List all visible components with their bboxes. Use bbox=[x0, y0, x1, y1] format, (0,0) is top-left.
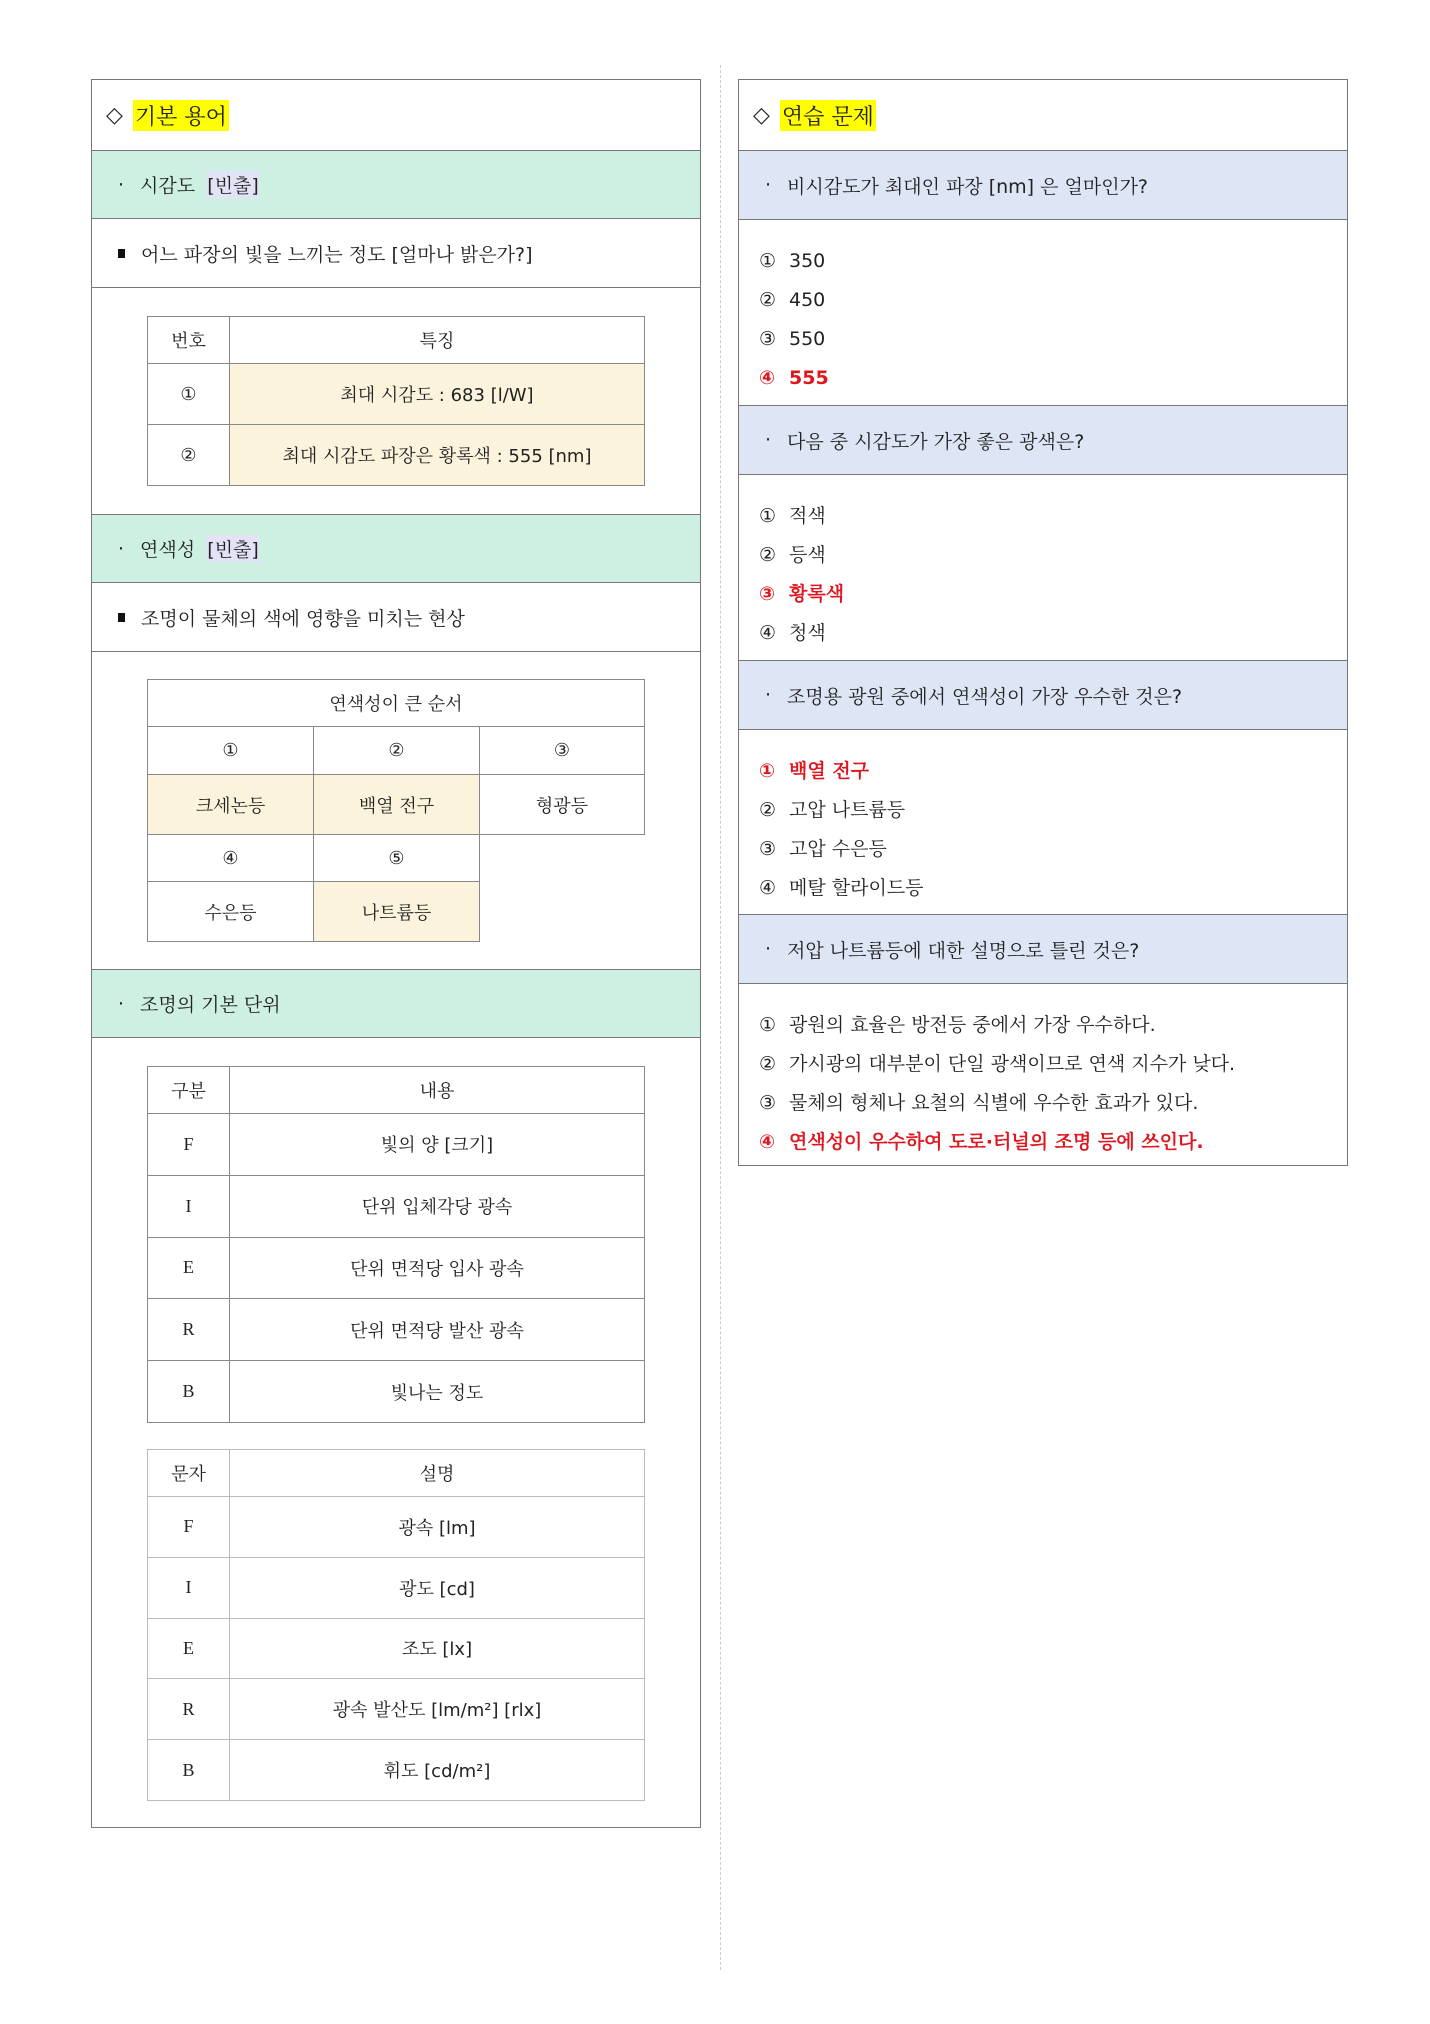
cell: R bbox=[148, 1679, 230, 1740]
section-label: 연색성 bbox=[140, 539, 196, 561]
option-number: ④ bbox=[759, 877, 777, 899]
cell: 빛나는 정도 bbox=[230, 1361, 645, 1423]
cell: ③ bbox=[480, 727, 645, 775]
cell: 백열 전구 bbox=[314, 775, 480, 835]
desc-text: 조명이 물체의 색에 영향을 미치는 현상 bbox=[141, 607, 465, 630]
option-number: ① bbox=[759, 760, 776, 782]
section-label: 조명의 기본 단위 bbox=[140, 994, 281, 1016]
option bbox=[759, 536, 1347, 575]
cell: 단위 면적당 발산 광속 bbox=[230, 1299, 645, 1361]
cell: R bbox=[148, 1299, 230, 1361]
title-text: 연습 문제 bbox=[780, 100, 876, 131]
options-list bbox=[739, 730, 1347, 915]
cell: 수은등 bbox=[148, 882, 314, 942]
units-block bbox=[92, 1038, 700, 1828]
cell: 나트륨등 bbox=[314, 882, 480, 942]
panel-title bbox=[739, 80, 1347, 151]
cell: ① bbox=[148, 364, 230, 425]
frequent-tag: [빈출] bbox=[207, 171, 259, 198]
square-bullet-icon bbox=[118, 613, 125, 622]
bullet-icon: · bbox=[118, 992, 125, 1015]
option-number: ③ bbox=[759, 328, 777, 350]
question-header bbox=[739, 406, 1347, 475]
units-symbol-table bbox=[147, 1449, 645, 1801]
table2-block bbox=[92, 652, 700, 970]
option-text: 등색 bbox=[789, 544, 826, 566]
correct-option bbox=[759, 1123, 1347, 1162]
cell: 최대 시감도 파장은 황록색 : 555 [nm] bbox=[230, 425, 645, 486]
header-cell: 구분 bbox=[148, 1067, 230, 1114]
option bbox=[759, 830, 1347, 869]
option-number: ④ bbox=[759, 1131, 776, 1153]
option-text: 고압 수은등 bbox=[789, 838, 887, 860]
frequent-tag: [빈출] bbox=[207, 535, 259, 562]
question-header bbox=[739, 915, 1347, 984]
options-list bbox=[739, 984, 1347, 1169]
cell: 광도 [cd] bbox=[230, 1557, 645, 1618]
title-text: 기본 용어 bbox=[133, 100, 229, 131]
question-header bbox=[739, 661, 1347, 730]
option bbox=[759, 614, 1347, 653]
option-text: 550 bbox=[789, 328, 826, 350]
option-text: 가시광의 대부분이 단일 광색이므로 연색 지수가 낮다. bbox=[789, 1053, 1236, 1075]
cell: 단위 입체각당 광속 bbox=[230, 1175, 645, 1237]
cell: ② bbox=[148, 425, 230, 486]
bullet-icon: · bbox=[118, 537, 125, 560]
option bbox=[759, 242, 1347, 281]
correct-option bbox=[759, 752, 1347, 791]
cell: B bbox=[148, 1740, 230, 1801]
option-number: ④ bbox=[759, 622, 777, 644]
panel-title bbox=[92, 80, 700, 151]
header-cell: 문자 bbox=[148, 1450, 230, 1497]
practice-panel bbox=[738, 79, 1348, 1166]
section-desc bbox=[92, 219, 700, 288]
cell: 단위 면적당 입사 광속 bbox=[230, 1237, 645, 1299]
square-bullet-icon bbox=[118, 249, 125, 258]
option-text: 적색 bbox=[789, 505, 826, 527]
option-text: 350 bbox=[789, 250, 826, 272]
bullet-icon: · bbox=[765, 684, 772, 706]
cell: ② bbox=[314, 727, 480, 775]
question-header bbox=[739, 151, 1347, 220]
diamond-icon: ◇ bbox=[106, 102, 123, 128]
option-number: ① bbox=[759, 250, 777, 272]
option-number: ③ bbox=[759, 583, 776, 605]
options-list bbox=[739, 475, 1347, 661]
cell: E bbox=[148, 1237, 230, 1299]
option-number: ② bbox=[759, 289, 777, 311]
cell: 휘도 [cd/m²] bbox=[230, 1740, 645, 1801]
basic-terms-panel bbox=[91, 79, 701, 1828]
option-text: 고압 나트륨등 bbox=[789, 799, 906, 821]
header-cell: 번호 bbox=[148, 317, 230, 364]
bullet-icon: · bbox=[765, 938, 772, 960]
correct-option bbox=[759, 359, 1347, 398]
option-number: ③ bbox=[759, 838, 777, 860]
option bbox=[759, 1084, 1347, 1123]
diamond-icon: ◇ bbox=[753, 102, 770, 128]
cell: I bbox=[148, 1557, 230, 1618]
header-cell: 내용 bbox=[230, 1067, 645, 1114]
question-text: 비시감도가 최대인 파장 [nm] 은 얼마인가? bbox=[787, 175, 1149, 198]
cell: F bbox=[148, 1114, 230, 1176]
option-number: ① bbox=[759, 1014, 777, 1036]
option-text: 광원의 효율은 방전등 중에서 가장 우수하다. bbox=[789, 1014, 1156, 1036]
option-number: ④ bbox=[759, 367, 776, 389]
option bbox=[759, 320, 1347, 359]
cell: F bbox=[148, 1497, 230, 1558]
option-number: ② bbox=[759, 1053, 777, 1075]
option bbox=[759, 281, 1347, 320]
desc-text: 어느 파장의 빛을 느끼는 정도 [얼마나 밝은가?] bbox=[141, 243, 533, 266]
section-desc bbox=[92, 583, 700, 652]
column-divider bbox=[720, 65, 721, 1970]
cell: 크세논등 bbox=[148, 775, 314, 835]
option bbox=[759, 1045, 1347, 1084]
option-text: 450 bbox=[789, 289, 826, 311]
luminosity-table bbox=[147, 316, 645, 486]
header-cell: 특징 bbox=[230, 317, 645, 364]
cell: 최대 시감도 : 683 [l/W] bbox=[230, 364, 645, 425]
question-text: 다음 중 시감도가 가장 좋은 광색은? bbox=[787, 430, 1085, 453]
option-text: 황록색 bbox=[789, 583, 845, 605]
units-meaning-table bbox=[147, 1066, 645, 1423]
table1-block bbox=[92, 288, 700, 515]
cell: 조도 [lx] bbox=[230, 1618, 645, 1679]
option bbox=[759, 497, 1347, 536]
options-list bbox=[739, 220, 1347, 406]
cell: 광속 [lm] bbox=[230, 1497, 645, 1558]
cell: ⑤ bbox=[314, 835, 480, 882]
option bbox=[759, 791, 1347, 830]
cell: E bbox=[148, 1618, 230, 1679]
option-number: ② bbox=[759, 544, 777, 566]
section-header-luminosity bbox=[92, 151, 700, 219]
option-text: 555 bbox=[789, 367, 829, 389]
option-text: 메탈 할라이드등 bbox=[789, 877, 924, 899]
cell: ① bbox=[148, 727, 314, 775]
option bbox=[759, 869, 1347, 908]
bullet-icon: · bbox=[765, 174, 772, 196]
option-text: 백열 전구 bbox=[789, 760, 870, 782]
option-number: ① bbox=[759, 505, 777, 527]
section-header-color-rendering bbox=[92, 515, 700, 583]
cell: ④ bbox=[148, 835, 314, 882]
cell: B bbox=[148, 1361, 230, 1423]
cell: 형광등 bbox=[480, 775, 645, 835]
option-number: ③ bbox=[759, 1092, 777, 1114]
section-label: 시감도 bbox=[140, 175, 196, 197]
color-rendering-table bbox=[147, 679, 645, 942]
table-title: 연색성이 큰 순서 bbox=[148, 680, 645, 727]
question-text: 조명용 광원 중에서 연색성이 가장 우수한 것은? bbox=[787, 685, 1183, 708]
header-cell: 설명 bbox=[230, 1450, 645, 1497]
option bbox=[759, 1006, 1347, 1045]
option-text: 연색성이 우수하여 도로·터널의 조명 등에 쓰인다. bbox=[789, 1131, 1204, 1153]
cell: I bbox=[148, 1175, 230, 1237]
option-number: ② bbox=[759, 799, 777, 821]
correct-option bbox=[759, 575, 1347, 614]
bullet-icon: · bbox=[765, 429, 772, 451]
section-header-basic-units bbox=[92, 970, 700, 1038]
question-text: 저압 나트륨등에 대한 설명으로 틀린 것은? bbox=[787, 939, 1140, 962]
option-text: 물체의 형체나 요철의 식별에 우수한 효과가 있다. bbox=[789, 1092, 1199, 1114]
option-text: 청색 bbox=[789, 622, 826, 644]
cell: 빛의 양 [크기] bbox=[230, 1114, 645, 1176]
cell: 광속 발산도 [lm/m²] [rlx] bbox=[230, 1679, 645, 1740]
bullet-icon: · bbox=[118, 173, 125, 196]
